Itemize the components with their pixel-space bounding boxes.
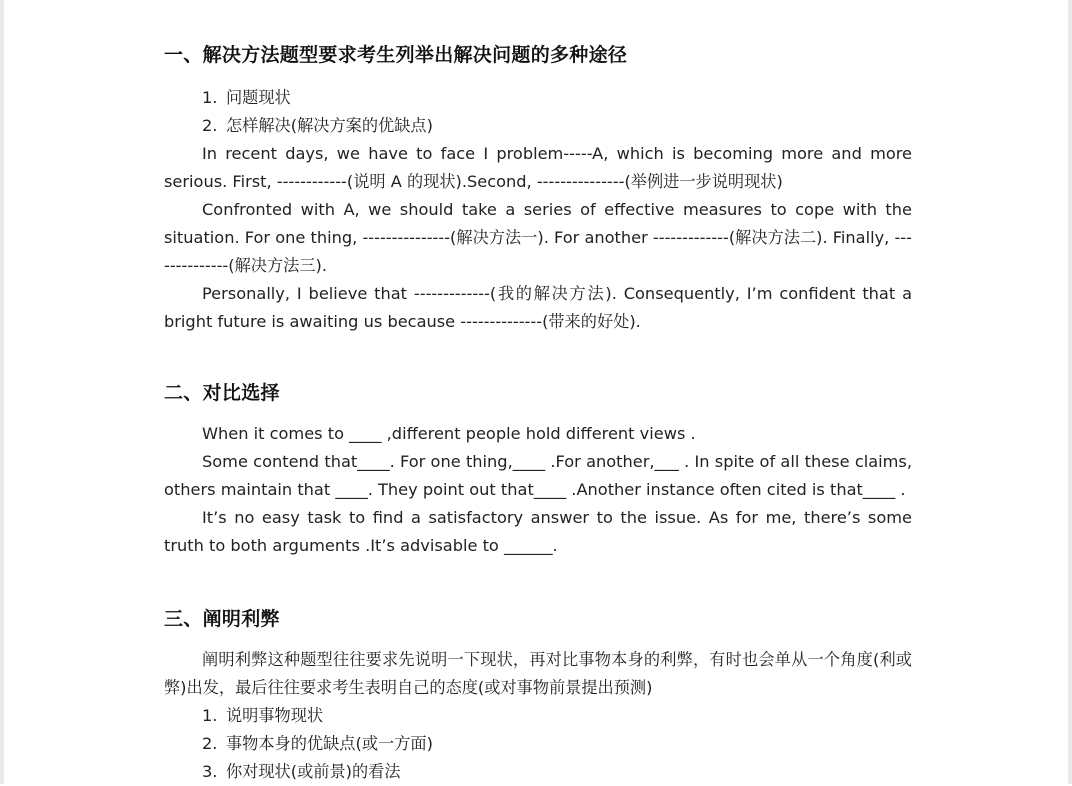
section-1-heading: 一、解决方法题型要求考生列举出解决问题的多种途径: [164, 44, 628, 66]
section-1-body: [164, 84, 912, 336]
paragraph: In recent days, we have to face I problem-----A, which is becoming more and more serious. First, ------------(说明 A 的现状).Second, ---------------(举例进一步说明现状): [164, 144, 912, 191]
list-item-text: 你对现状(或前景)的看法: [226, 762, 401, 781]
section-2-heading: 二、对比选择: [164, 382, 280, 404]
list-item: 2. 怎样解决(解决方案的优缺点): [202, 116, 433, 135]
paragraph: Confronted with A, we should take a series of effective measures to cope with the situation. For one thing, ---------------(解决方法一). For another -------------(解决方法二). Finally, --------------(解决方法三).: [164, 200, 912, 275]
list-item-text: 说明事物现状: [226, 706, 324, 725]
list-item: 3. 你对现状(或前景)的看法: [202, 762, 401, 781]
section-3-heading: 三、阐明利弊: [164, 608, 280, 630]
section-3-body: [164, 646, 912, 786]
paragraph: It’s no easy task to find a satisfactory answer to the issue. As for me, there’s some truth to both arguments .It’s advisable to ______.: [164, 508, 912, 555]
page-edge-left: [0, 0, 4, 784]
section-2-body: [164, 420, 912, 560]
list-item-text: 事物本身的优缺点(或一方面): [226, 734, 433, 753]
paragraph: When it comes to ____ ,different people hold different views .: [202, 424, 696, 443]
list-item: 1. 问题现状: [202, 88, 291, 107]
list-item-text: 怎样解决(解决方案的优缺点): [226, 116, 433, 135]
page-edge-right: [1068, 0, 1072, 784]
paragraph: 阐明利弊这种题型往往要求先说明一下现状，再对比事物本身的利弊，有时也会单从一个角度(利或弊)出发，最后往往要求考生表明自己的态度(或对事物前景提出预测): [164, 650, 912, 697]
list-item-text: 问题现状: [226, 88, 291, 107]
list-item: 2. 事物本身的优缺点(或一方面): [202, 734, 433, 753]
paragraph: Some contend that____. For one thing,____ .For another,___ . In spite of all these claims, others maintain that ____. They point out that____ .Another instance often cited is that____ .: [164, 452, 912, 499]
list-item: 1. 说明事物现状: [202, 706, 324, 725]
paragraph: Personally, I believe that -------------(我的解决方法). Consequently, I’m confident that a bright future is awaiting us because --------------(带来的好处).: [164, 284, 912, 331]
